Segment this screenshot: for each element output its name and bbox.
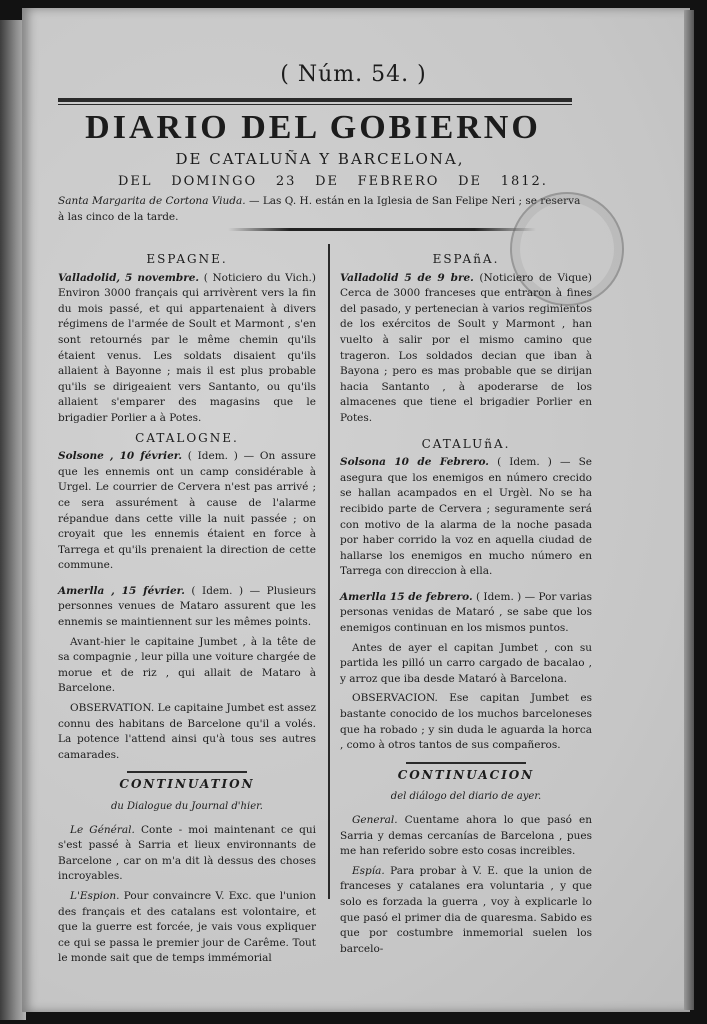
dateline-word: FEBRERO	[357, 174, 440, 189]
article-paragraph	[340, 271, 592, 427]
dateline-lead: Valladolid 5 de 9 bre.	[340, 271, 474, 284]
paragraph-text: ( Idem. ) — On assure que les ennemis ont un camp considérable à Urgel. Le courrier de Cervera n'est pas arrivé ; ce sera assurément à cause de l'alarme répandue dans cette ville la nuit passée ; on croyait que les ennemis étaient en force à Tarrega et qu'ils prenaient la direction de cette commune.	[58, 450, 317, 572]
dialogue-paragraph	[58, 889, 316, 967]
header-rule-thin	[58, 104, 572, 105]
dialogue-paragraph	[340, 864, 592, 958]
page-edge	[684, 10, 694, 1010]
article-paragraph	[340, 590, 592, 637]
dialogue-paragraph	[340, 813, 592, 860]
observation-lead: OBSERVATION.	[70, 702, 155, 715]
french-column	[58, 248, 316, 971]
paragraph-text: (Noticiero de Vique) Cerca de 3000 franceses que entraron à fines del pasado, y pertenecian à varios regimientos de los exércitos de Soult y Marmont , han vuelto à salir por el mismo camino que trageron. Los soldados decian que iban à Bayona ; pero es mas probable que se dirijan hacia Santanto , à apoderarse de los almacenes que tiene el brigadier Porlier en Potes.	[340, 271, 592, 424]
article-paragraph: Antes de ayer el capitan Jumbet , con su partida les pilló un carro cargado de bacalao , y arroz que iba desde Mataró à Barcelona.	[340, 641, 592, 685]
paragraph-text: Le capitaine Jumbet est assez connu des habitans de Barcelone qu'il a volés. La potence l'attend ainsi qu'à tous ses autres camarades.	[58, 702, 316, 761]
dateline-word: DE	[315, 174, 339, 189]
article-paragraph	[58, 701, 316, 763]
header-rule	[58, 98, 572, 102]
section-heading: CATALUñA.	[421, 436, 511, 451]
section-heading: CATALOGNE.	[135, 430, 239, 445]
dialogue-speaker: L'Espion.	[70, 889, 120, 902]
dateline-lead: Valladolid, 5 novembre.	[58, 271, 200, 284]
dateline-word: DOMINGO	[171, 174, 258, 189]
dateline-lead: Solsone , 10 février.	[58, 450, 183, 463]
notice-saint: Santa Margarita de Cortona Viuda.	[58, 195, 246, 207]
observation-lead: OBSERVACION.	[352, 692, 438, 705]
notice-text: — Las Q. H. están en la Iglesia de San Felipe Neri ; se reserva à las cinco de la tarde.	[58, 195, 581, 223]
dateline-word: 1812.	[500, 174, 548, 189]
masthead-title: DIARIO DEL GOBIERNO	[85, 109, 541, 146]
paragraph-text: ( Idem. ) — Plusieurs personnes venues de Mataro assurent que les ennemis se maintiennent sur les mêmes points.	[58, 584, 316, 629]
article-paragraph	[340, 691, 592, 753]
article-paragraph: Avant-hier le capitaine Jumbet , à la tête de sa compagnie , leur pilla une voiture chargée de morue et de riz , qui allait de Mataro à Barcelone.	[58, 635, 316, 695]
section-heading: ESPAGNE.	[146, 252, 228, 266]
dateline	[118, 174, 548, 189]
dateline-word: 23	[275, 174, 297, 189]
dateline-lead: Amerlla , 15 février.	[58, 584, 185, 597]
issue-number: ( Núm. 54. )	[280, 62, 427, 87]
article-paragraph	[58, 449, 316, 574]
dialogue-text: Conte - moi maintenant ce qui s'est passé à Sarria et lieux environnants de Barcelone , car on m'a dit là dessus des choses incroyables.	[58, 823, 316, 883]
spanish-column	[340, 248, 592, 961]
dialogue-text: Cuentame ahora lo que pasó en Sarria y demas cercanías de Barcelona , pues me han referido sobre esto cosas increibles.	[340, 814, 592, 858]
saint-notice	[58, 193, 586, 225]
ornamental-rule	[228, 228, 536, 231]
dateline-word: DE	[458, 174, 483, 189]
paragraph-text: ( Noticiero du Vich.) Environ 3000 français qui arrivèrent vers la fin du mois passé, et qui appartenaient à divers régimens de l'armée de Soult et Marmont , s'en sont retournés par le même chemin qu'ils étaient venus. Les soldats disaient qu'ils allaient à Bayonne ; mais il est plus probable qu'ils se dirigeaient vers Santanto, ou qu'ils allaient s'emparer des magasins que le brigadier Porlier a à Potes.	[58, 271, 316, 424]
dateline-lead: Amerlla 15 de febrero.	[340, 590, 473, 603]
masthead-subtitle: DE CATALUÑA Y BARCELONA,	[175, 150, 465, 168]
paragraph-text: ( Idem. ) — Por varias personas venidas de Mataró , se sabe que los enemigos continuan en los mismos puntos.	[340, 590, 592, 635]
column-divider	[328, 244, 330, 899]
continuation-rule	[127, 771, 247, 773]
article-paragraph	[58, 584, 316, 631]
continuation-heading: CONTINUACION	[397, 767, 535, 782]
dialogue-text: Para probar à V. E. que la union de franceses y catalanes era voluntaria , y que solo es forzada la guerra , voy à explicarle lo que pasó el primer dia de quaresma. Sabido es que por costumbre inmemorial suelen los barcelo-	[340, 864, 592, 955]
dialogue-speaker: Espía.	[352, 864, 385, 877]
dialogue-speaker: Le Général.	[70, 823, 135, 836]
paragraph-text: Ese capitan Jumbet es bastante conocido de los muchos barceloneses que ha robado ; y sin duda le aguarda la horca , como à otros tantos de sus compañeros.	[340, 692, 592, 752]
dialogue-speaker: General.	[352, 814, 398, 826]
continuation-rule	[406, 762, 526, 764]
continuation-heading: CONTINUATION	[119, 777, 255, 792]
dialogue-paragraph	[58, 823, 316, 885]
section-heading: ESPAñA.	[432, 252, 500, 266]
dialogue-text: Pour convaincre V. Exc. que l'union des français et des catalans est volontaire, et que la guerre est forcée, je vais vous expliquer ce qui se passa le premier jour de Carême. Tout le monde sait que de temps immémorial	[58, 889, 316, 965]
continuation-subheading: du Dialogue du Journal d'hier.	[111, 801, 263, 812]
dateline-word: DEL	[118, 174, 153, 189]
dateline-lead: Solsona 10 de Febrero.	[340, 456, 489, 469]
article-paragraph	[58, 271, 316, 427]
article-paragraph	[340, 455, 592, 580]
paragraph-text: ( Idem. ) — Se asegura que los enemigos en número crecido se hallan acampados en el Urgèl. No se ha recibido parte de Cervera ; seguramente será con motivo de la alarma de la noche pasada por haber corrido la voz en aquella ciudad de hallarse los enemigos en mucho número en Tarrega con direccion à ella.	[340, 456, 592, 578]
continuation-subheading: del diálogo del diario de ayer.	[390, 791, 542, 803]
